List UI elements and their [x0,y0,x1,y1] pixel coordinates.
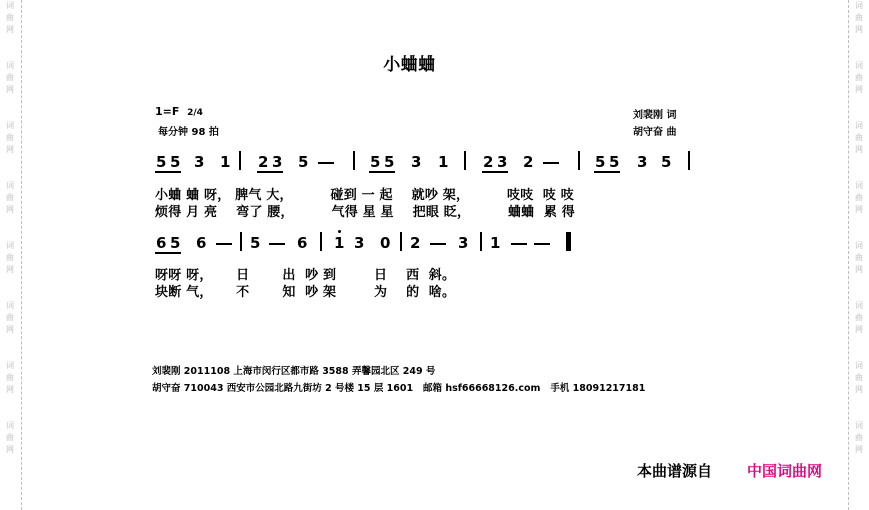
note: 1 [490,234,501,252]
watermark-char: 词 [6,1,14,10]
note: 3 [411,153,422,171]
beat-underline [369,171,395,173]
bar-line [239,151,241,170]
bar-line [400,232,402,251]
sustain-dash [511,243,527,245]
note: 1 [220,153,231,171]
beat-underline [482,171,508,173]
watermark-char: 网 [6,145,14,154]
watermark-group [6,360,14,420]
composer-address: 胡守奋 710043 西安市公园北路九街坊 2 号楼 15 层 1601 邮箱 hsf66668126.com 手机 18091217181 [152,383,646,394]
watermark-char: 曲 [855,133,863,142]
note: 3 [637,153,648,171]
watermark-char: 词 [855,241,863,250]
watermark-char: 曲 [855,253,863,262]
lyrics-line-2-verse-1: 呀呀 呀， 日 出 吵 到 日 西 斜。 [155,268,456,283]
watermark-char: 网 [855,145,863,154]
right-watermark-strip [848,0,869,510]
watermark-char: 曲 [6,13,14,22]
watermark-char: 曲 [6,313,14,322]
watermark-char: 曲 [6,193,14,202]
bar-line [320,232,322,251]
note: 1 [438,153,449,171]
watermark-char: 词 [855,181,863,190]
watermark-char: 网 [6,385,14,394]
watermark-group [6,240,14,300]
watermark-char: 词 [6,121,14,130]
watermark-char: 网 [6,325,14,334]
note: 5 [609,153,620,171]
watermark-group [855,240,863,300]
watermark-char: 词 [6,361,14,370]
watermark-char: 曲 [855,373,863,382]
watermark-char: 曲 [855,73,863,82]
time-signature: 2/4 [187,108,203,118]
left-watermark-strip [0,0,22,510]
bar-line [464,151,466,170]
watermark-group [6,300,14,360]
beat-underline [155,171,181,173]
high-octave-dot [338,230,341,233]
watermark-char: 词 [6,421,14,430]
watermark-char: 网 [855,385,863,394]
note: 5 [156,153,167,171]
watermark-char: 曲 [855,313,863,322]
lyricist-credit: 刘裴刚 词 [633,110,677,121]
watermark-char: 网 [6,85,14,94]
notation-line-1 [154,153,714,173]
note: 5 [170,153,181,171]
watermark-char: 曲 [855,13,863,22]
sustain-dash [318,162,334,164]
watermark-char: 词 [6,61,14,70]
note: 6 [156,234,167,252]
note: 3 [497,153,508,171]
note: 5 [595,153,606,171]
note: 3 [458,234,469,252]
beat-underline [257,171,283,173]
final-bar-line [566,232,571,251]
note: 5 [370,153,381,171]
lyrics-line-1-verse-2: 烦得 月 亮 弯了 腰， 气得 星 星 把眼 眨， 蛐蛐 累 得 [155,205,575,220]
notation-line-2 [154,234,714,254]
note: 2 [523,153,534,171]
note: 6 [196,234,207,252]
watermark-char: 网 [855,265,863,274]
note: 5 [170,234,181,252]
watermark-char: 网 [855,445,863,454]
note: 1 [334,234,345,252]
watermark-char: 词 [6,241,14,250]
beat-underline [594,171,620,173]
note: 2 [410,234,421,252]
watermark-char: 曲 [6,73,14,82]
source-label: 本曲谱源自 [637,462,713,480]
watermark-group [855,420,863,480]
watermark-group [855,180,863,240]
beat-underline [155,252,181,254]
watermark-char: 词 [855,61,863,70]
watermark-group [6,420,14,480]
watermark-char: 网 [6,25,14,34]
watermark-char: 词 [6,181,14,190]
sustain-dash [534,243,550,245]
watermark-char: 曲 [6,373,14,382]
watermark-group [855,120,863,180]
watermark-char: 网 [855,325,863,334]
key-signature: 1=F 2/4 [155,105,203,118]
watermark-char: 曲 [6,133,14,142]
watermark-char: 曲 [6,253,14,262]
lyrics-line-2-verse-2: 块断 气， 不 知 吵 架 为 的 啥。 [155,285,456,300]
note: 5 [298,153,309,171]
sustain-dash [269,243,285,245]
watermark-group [6,180,14,240]
watermark-char: 网 [6,205,14,214]
watermark-group [6,120,14,180]
watermark-char: 词 [855,421,863,430]
note: 2 [483,153,494,171]
watermark-char: 词 [6,301,14,310]
watermark-char: 曲 [855,193,863,202]
bar-line [688,151,690,170]
watermark-char: 曲 [855,433,863,442]
bar-line [578,151,580,170]
note: 6 [297,234,308,252]
bar-line [353,151,355,170]
watermark-group [855,360,863,420]
source-site-link[interactable]: 中国词曲网 [747,462,823,480]
sustain-dash [543,162,559,164]
watermark-char: 网 [6,445,14,454]
composer-credit: 胡守奋 曲 [633,127,677,138]
note: 5 [250,234,261,252]
watermark-char: 词 [855,301,863,310]
watermark-char: 曲 [6,433,14,442]
tempo-marking: 每分钟 98 拍 [158,127,219,138]
note: 0 [380,234,391,252]
watermark-char: 词 [855,1,863,10]
watermark-char: 网 [855,25,863,34]
note: 3 [272,153,283,171]
lyrics-line-1-verse-1: 小蛐 蛐 呀， 脾气 大， 碰到 一 起 就吵 架， 吱吱 吱 吱 [155,188,574,203]
note: 3 [354,234,365,252]
watermark-group [855,300,863,360]
note: 2 [258,153,269,171]
watermark-char: 网 [855,85,863,94]
note: 5 [384,153,395,171]
watermark-char: 网 [6,265,14,274]
song-title: 小蛐蛐 [383,55,436,75]
bar-line [240,232,242,251]
bar-line [480,232,482,251]
sustain-dash [430,243,446,245]
note: 5 [661,153,672,171]
lyricist-address: 刘裴刚 2011108 上海市闵行区都市路 3588 弄馨园北区 249 号 [152,366,436,377]
sustain-dash [216,243,232,245]
watermark-char: 网 [855,205,863,214]
note: 3 [194,153,205,171]
watermark-char: 词 [855,121,863,130]
watermark-char: 词 [855,361,863,370]
